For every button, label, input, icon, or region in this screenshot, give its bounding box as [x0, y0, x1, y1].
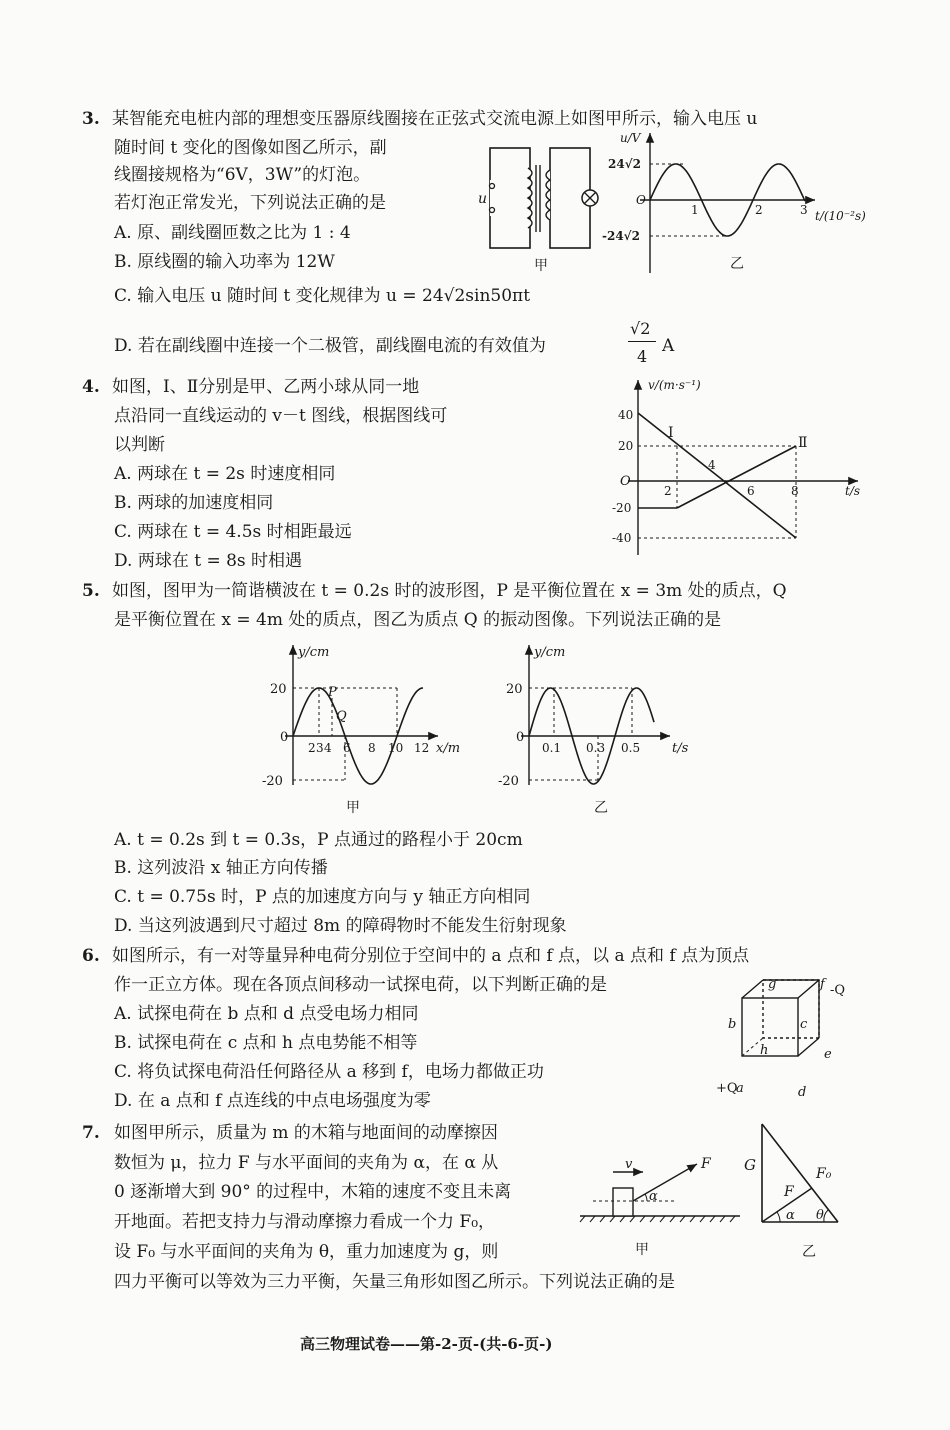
q3-caption-yi: 乙 [730, 256, 744, 272]
q5-jia-xtick-6: 6 [343, 741, 351, 755]
q6-vertex-b: b [728, 1017, 737, 1032]
q4-ytick-20: 20 [618, 439, 634, 453]
q7-force-F-label: F [701, 1156, 711, 1172]
q4-stem-line1: 如图，Ⅰ、Ⅱ分别是甲、乙两小球从同一地 [112, 377, 420, 397]
q3-x-axis-label: t/(10⁻²s) [815, 209, 866, 223]
q5-vibration-graph-yi [490, 640, 710, 820]
q6-charge-pos: +Q [716, 1081, 738, 1096]
q4-xtick-4: 4 [708, 458, 716, 472]
page-footer: 高三物理试卷——第-2-页-(共-6-页-) [300, 1335, 553, 1353]
q5-jia-xtick-2: 2 [308, 741, 316, 755]
q7-stem-line3: 0 逐渐增大到 90° 的过程中，木箱的速度不变且未离 [114, 1182, 512, 1202]
q5-yi-xtick-0.3: 0.3 [586, 741, 606, 755]
q4-xtick-6: 6 [747, 484, 755, 498]
q5-option-d: D. 当这列波遇到尺寸超过 8m 的障碍物时不能发生衍射现象 [114, 916, 567, 936]
q5-jia-xtick-10: 10 [388, 741, 404, 755]
q3-xtick-3: 3 [800, 203, 808, 217]
q6-option-d: D. 在 a 点和 f 点连线的中点电场强度为零 [114, 1091, 431, 1111]
q3-option-b: B. 原线圈的输入功率为 12W [114, 252, 335, 272]
q7-stem-line6: 四力平衡可以等效为三力平衡，矢量三角形如图乙所示。下列说法正确的是 [114, 1272, 675, 1292]
q6-option-b: B. 试探电荷在 c 点和 h 点电势能不相等 [114, 1033, 418, 1053]
q3-fraction-unit: A [662, 336, 675, 356]
q3-stem-line3: 线圈接规格为“6V，3W”的灯泡。 [114, 165, 371, 185]
q6-option-a: A. 试探电荷在 b 点和 d 点受电场力相同 [114, 1004, 419, 1024]
q5-yi-y-axis-label: y/cm [534, 645, 566, 660]
q6-option-c: C. 将负试探电荷沿任何路径从 a 移到 f，电场力都做正功 [114, 1062, 544, 1082]
q7-number: 7. [82, 1123, 100, 1143]
q4-x-axis-label: t/s [845, 484, 861, 498]
q5-jia-xtick-4: 4 [324, 741, 332, 755]
q5-option-c: C. t = 0.75s 时，P 点的加速度方向与 y 轴正方向相同 [114, 887, 531, 907]
q4-vt-graph [600, 375, 870, 560]
q6-stem-line2: 作一正立方体。现在各顶点间移动一试探电荷，以下判断正确的是 [114, 975, 607, 995]
q3-option-c: C. 输入电压 u 随时间 t 变化规律为 u = 24√2sin50πt [114, 286, 531, 306]
q4-label-I: Ⅰ [668, 425, 674, 441]
q5-jia-xtick-12: 12 [414, 741, 430, 755]
q5-caption-yi: 乙 [594, 800, 608, 816]
q3-fraction-denominator: 4 [637, 347, 648, 366]
q4-y-axis-label: v/(m·s⁻¹) [648, 378, 701, 392]
q7-alpha2-label: α [786, 1208, 795, 1223]
q5-option-a: A. t = 0.2s 到 t = 0.3s，P 点通过的路程小于 20cm [114, 830, 523, 850]
q4-option-c: C. 两球在 t = 4.5s 时相距最远 [114, 522, 352, 542]
q7-gravity-G-label: G [744, 1156, 756, 1174]
q5-jia-x-axis-label: x/m [436, 741, 461, 756]
q3-stem-line1: 某智能充电桩内部的理想变压器原线圈接在正弦式交流电源上如图甲所示，输入电压 u [112, 109, 758, 129]
q6-vertex-f: f [820, 977, 825, 992]
q6-number: 6. [82, 946, 100, 966]
q5-jia-xtick-3: 3 [316, 741, 324, 755]
q4-ytick-neg20: -20 [612, 501, 632, 515]
q6-vertex-e: e [824, 1047, 832, 1062]
q5-stem-line2: 是平衡位置在 x = 4m 处的质点，图乙为质点 Q 的振动图像。下列说法正确的是 [114, 610, 722, 630]
q5-caption-jia: 甲 [346, 800, 360, 816]
q6-vertex-c: c [800, 1017, 808, 1032]
q6-cube-figure [710, 972, 860, 1104]
q4-label-II: Ⅱ [798, 435, 808, 451]
q5-number: 5. [82, 581, 100, 601]
q4-number: 4. [82, 377, 100, 397]
q6-vertex-h: h [760, 1043, 769, 1058]
q4-stem-line3: 以判断 [114, 435, 165, 455]
q3-caption-jia: 甲 [534, 258, 548, 274]
q7-caption-jia: 甲 [635, 1242, 649, 1258]
q5-yi-ymin: -20 [498, 774, 519, 789]
q3-number: 3. [82, 109, 100, 129]
q7-theta-label: θ [816, 1208, 824, 1223]
q3-option-a: A. 原、副线圈匝数之比为 1 : 4 [114, 223, 351, 243]
q3-transformer-figure [470, 140, 610, 275]
q4-option-b: B. 两球的加速度相同 [114, 493, 274, 513]
q5-point-P: P [328, 685, 337, 700]
q5-stem-line1: 如图，图甲为一简谐横波在 t = 0.2s 时的波形图，P 是平衡位置在 x = 3m 处的质点，Q [112, 581, 787, 601]
q5-jia-ymax: 20 [270, 682, 287, 697]
q5-option-b: B. 这列波沿 x 轴正方向传播 [114, 858, 328, 878]
q3-u-label: u [478, 191, 488, 207]
q5-jia-y-axis-label: y/cm [298, 645, 330, 660]
q4-line-II [677, 446, 796, 508]
q5-yi-xtick-0.1: 0.1 [542, 741, 562, 755]
q4-option-a: A. 两球在 t = 2s 时速度相同 [114, 464, 336, 484]
q5-jia-ymin: -20 [262, 774, 283, 789]
q6-stem-line1: 如图所示，有一对等量异种电荷分别位于空间中的 a 点和 f 点，以 a 点和 f 点为顶点 [112, 946, 750, 966]
q3-fraction-numerator: √2 [630, 319, 651, 338]
q3-ymax-label: 24√2 [608, 157, 641, 171]
q4-stem-line2: 点沿同一直线运动的 v－t 图线，根据图线可 [114, 406, 448, 426]
q3-option-d: D. 若在副线圈中连接一个二极管，副线圈电流的有效值为 [114, 336, 546, 356]
q6-vertex-d: d [798, 1085, 807, 1100]
q7-stem-line4: 开地面。若把支持力与滑动摩擦力看成一个力 F₀， [114, 1212, 496, 1232]
q3-xtick-2: 2 [755, 203, 763, 217]
q7-box-figure [575, 1150, 745, 1262]
q6-vertex-g: g [768, 977, 777, 992]
q4-xtick-8: 8 [791, 484, 799, 498]
q5-jia-xtick-8: 8 [368, 741, 376, 755]
q4-ytick-neg40: -40 [612, 531, 632, 545]
q4-ytick-40: 40 [618, 408, 634, 422]
q3-ut-graph [600, 128, 880, 278]
q7-caption-yi: 乙 [802, 1244, 816, 1260]
q4-option-d: D. 两球在 t = 8s 时相遇 [114, 551, 303, 571]
q7-F-label: F [784, 1184, 794, 1200]
q7-alpha-label: α [649, 1189, 658, 1204]
q3-stem-line2: 随时间 t 变化的图像如图乙所示，副 [114, 138, 387, 158]
q5-yi-origin: 0 [516, 730, 525, 745]
q7-stem-line2: 数恒为 μ，拉力 F 与水平面间的夹角为 α，在 α 从 [114, 1153, 499, 1173]
q3-fraction-bar [628, 341, 656, 342]
q3-stem-line4: 若灯泡正常发光，下列说法正确的是 [114, 193, 386, 213]
q7-velocity-label: v [625, 1157, 633, 1172]
q7-F0-label: F₀ [816, 1166, 832, 1182]
q3-origin-label: O [636, 193, 646, 207]
q4-line-I [638, 413, 796, 538]
q3-xtick-1: 1 [691, 203, 699, 217]
q5-point-Q: Q [336, 709, 347, 724]
q3-y-axis-label: u/V [620, 131, 641, 145]
q7-vector-triangle [740, 1118, 870, 1263]
q6-vertex-a: a [736, 1081, 744, 1096]
q7-stem-line5: 设 F₀ 与水平面间的夹角为 θ，重力加速度为 g，则 [114, 1242, 499, 1262]
q6-charge-neg: -Q [830, 983, 846, 998]
q5-yi-x-axis-label: t/s [672, 741, 689, 756]
q4-origin-label: O [620, 474, 631, 489]
q5-yi-ymax: 20 [506, 682, 523, 697]
q7-stem-line1: 如图甲所示，质量为 m 的木箱与地面间的动摩擦因 [114, 1123, 498, 1143]
q4-xtick-2: 2 [664, 484, 672, 498]
q5-yi-xtick-0.5: 0.5 [621, 741, 641, 755]
q5-wave-graph-jia [250, 640, 480, 820]
q5-jia-origin: 0 [280, 730, 289, 745]
q3-ymin-label: -24√2 [602, 229, 640, 243]
